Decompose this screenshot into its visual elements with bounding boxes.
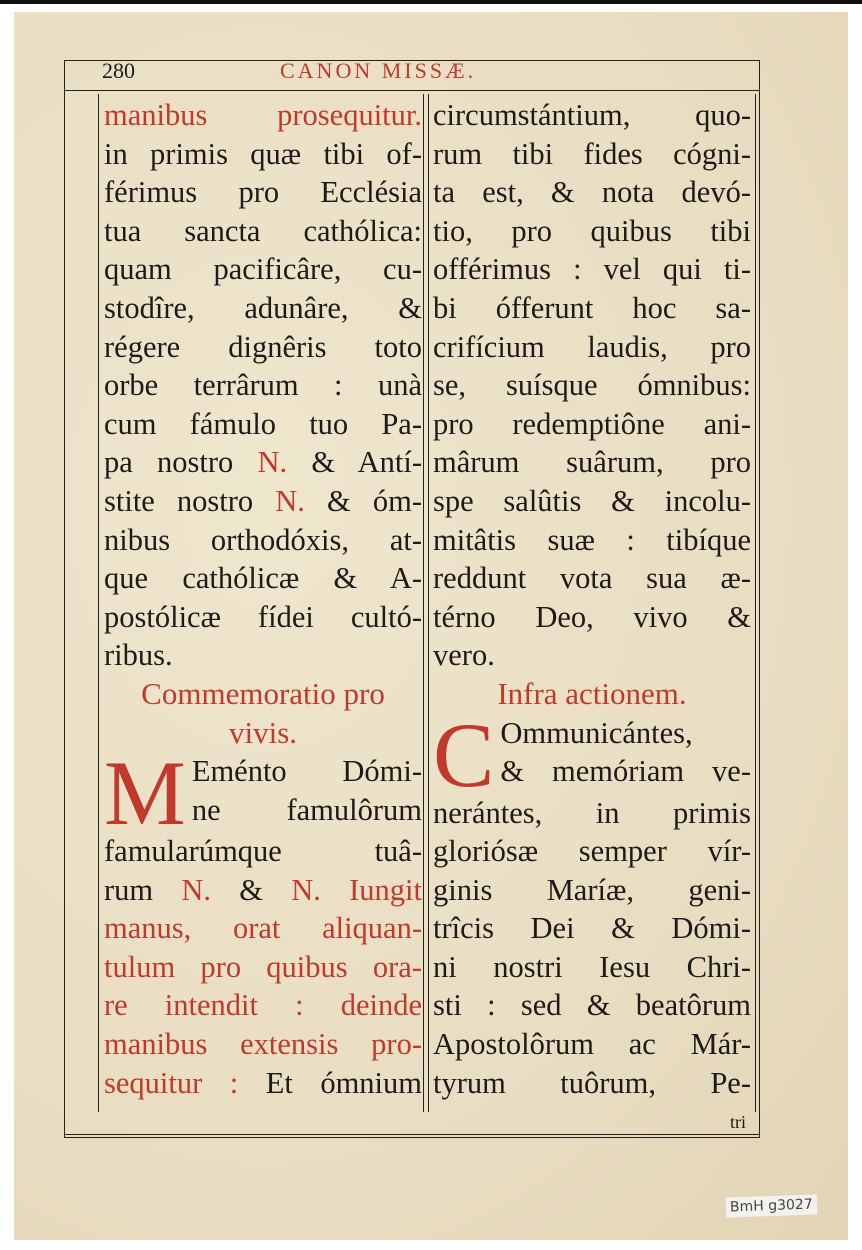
text-line: postólicæ fídei cultó- <box>104 599 422 634</box>
text-line: famularúmque tuâ- <box>104 834 422 869</box>
text-line: sti : sed & beatôrum <box>433 988 751 1023</box>
text-line: ginis Maríæ, geni- <box>433 872 751 907</box>
library-shelfmark-stamp: BmH g3027 <box>726 1194 817 1217</box>
drop-cap-initial: C <box>433 713 495 794</box>
header-rule <box>64 90 760 91</box>
text-line: ne famulôrum <box>191 792 422 827</box>
text-line: rum N. & N. Iungit <box>104 872 422 907</box>
rubric-line: manus, orat aliquan- <box>104 911 422 946</box>
rubric-line: re intendit : deinde <box>104 988 422 1023</box>
text-line: Apostolôrum ac Már- <box>433 1027 751 1062</box>
rubric-line: manibus extensis pro- <box>104 1027 422 1062</box>
text-line: sequitur : Et ómnium <box>104 1065 422 1100</box>
section-heading: vivis. <box>228 714 298 750</box>
text-line: stodîre, adunâre, & <box>104 290 422 325</box>
text-line: nerántes, in primis <box>433 795 751 830</box>
text-line: orbe terrârum : unà <box>104 368 422 403</box>
text-line: que cathólicæ & A- <box>104 561 422 596</box>
section-heading: Infra actionem. <box>497 675 687 711</box>
text-line: Eménto Dómi- <box>191 754 422 789</box>
text-line: quam pacificâre, cu- <box>104 252 422 287</box>
page-number: 280 <box>102 58 135 83</box>
text-line: spe salûtis & incolu- <box>433 483 751 518</box>
text-line: stite nostro N. & óm- <box>104 483 422 518</box>
text-line: gloriósæ semper vír- <box>433 834 751 869</box>
left-column <box>104 96 422 1102</box>
text-line: ta est, & nota devó- <box>433 175 751 210</box>
text-line: ribus. <box>104 638 173 673</box>
scan-top-edge <box>0 0 862 4</box>
text-line: ni nostri Iesu Chri- <box>433 949 751 984</box>
text-line: régere dignêris toto <box>104 329 422 364</box>
text-line: cum fámulo tuo Pa- <box>104 406 422 441</box>
drop-cap-block <box>104 752 422 832</box>
text-line: rum tibi fides cógni- <box>433 136 751 171</box>
text-line: & memóriam ve- <box>500 754 751 789</box>
drop-cap-initial: M <box>104 752 186 833</box>
text-line: circumstántium, quo- <box>433 98 751 132</box>
rubric-line: tulum pro quibus ora- <box>104 949 422 984</box>
text-line: offérimus : vel qui ti- <box>433 252 751 287</box>
footer-rule <box>64 1134 760 1135</box>
text-line: bi ófferunt hoc sa- <box>433 290 751 325</box>
text-line: térno Deo, vivo & <box>433 599 751 634</box>
text-line: manibus prosequitur. <box>104 98 422 132</box>
text-line: se, suísque ómnibus: <box>433 368 751 403</box>
text-line: reddunt vota sua æ- <box>433 561 751 596</box>
text-line: mârum suârum, pro <box>433 445 751 480</box>
text-line: tyrum tuôrum, Pe- <box>433 1065 751 1100</box>
running-head: CANON MISSÆ. <box>280 58 477 83</box>
text-line: pro redemptiône ani- <box>433 406 751 441</box>
text-line: vero. <box>433 638 495 673</box>
text-line: trîcis Dei & Dómi- <box>433 911 751 946</box>
text-line: tio, pro quibus tibi <box>433 213 751 248</box>
right-column <box>433 96 751 1102</box>
text-line: tua sancta cathólica: <box>104 213 422 248</box>
section-heading: Commemoratio pro <box>141 675 385 711</box>
text-line: férimus pro Ecclésia <box>104 175 422 210</box>
text-line: crifícium laudis, pro <box>433 329 751 364</box>
text-line: nibus orthodóxis, at- <box>104 522 422 557</box>
drop-cap-block <box>433 714 751 794</box>
text-line: pa nostro N. & Antí- <box>104 445 422 480</box>
catchword: tri <box>730 1112 746 1132</box>
text-line: mitâtis suæ : tibíque <box>433 522 751 557</box>
text-line: Ommunicántes, <box>500 715 693 750</box>
text-line: in primis quæ tibi of- <box>104 136 422 171</box>
